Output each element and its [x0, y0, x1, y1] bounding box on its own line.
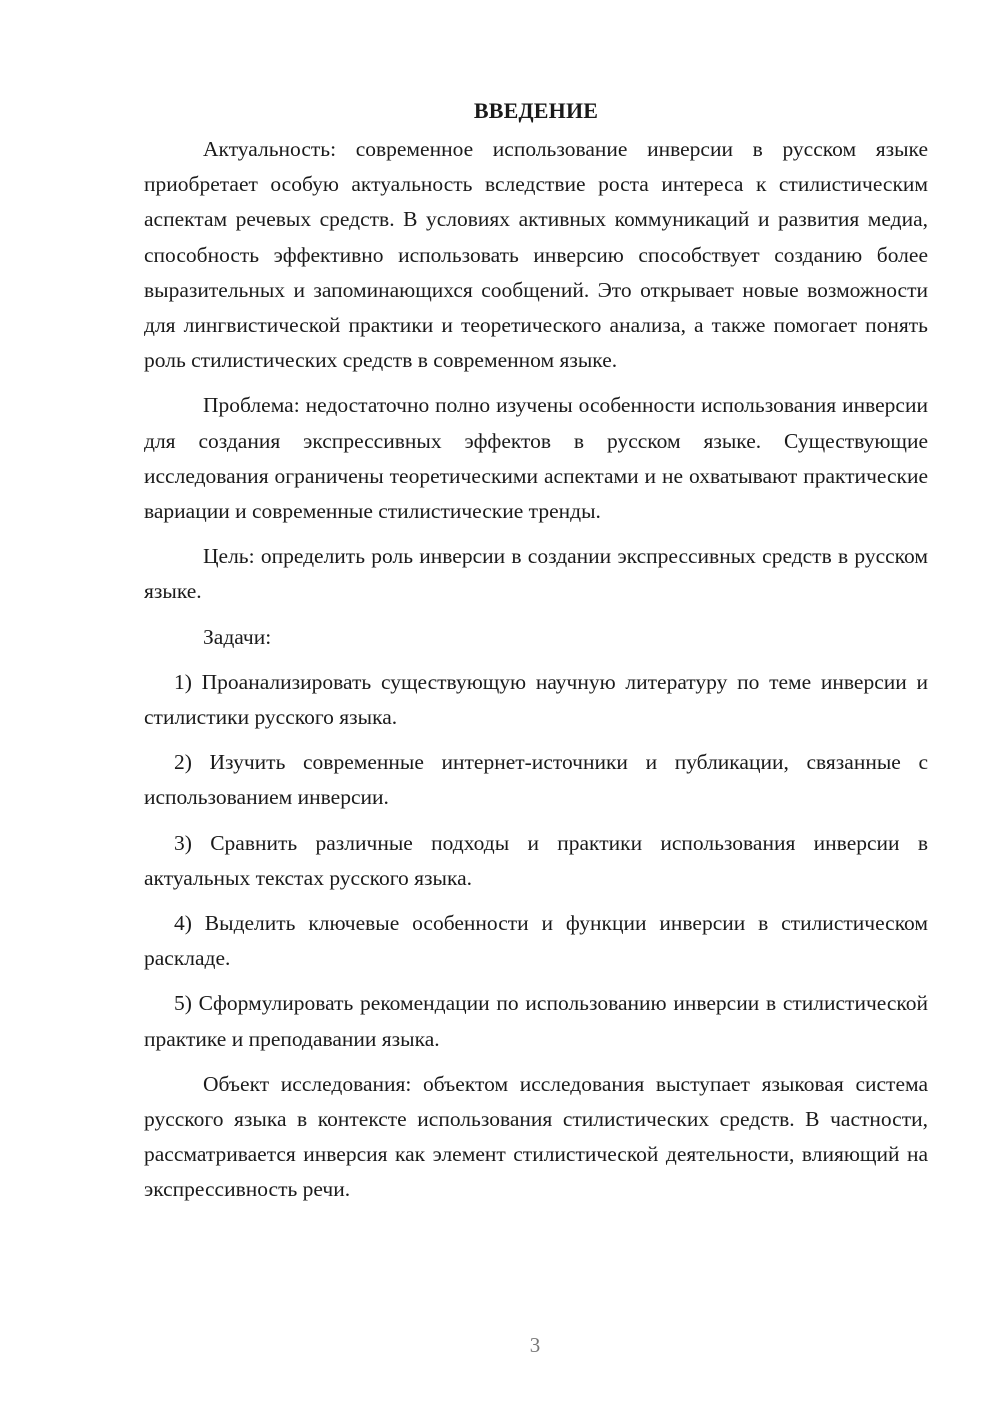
section-title: ВВЕДЕНИЕ — [473, 98, 599, 123]
tasks-heading: Задачи: — [203, 624, 272, 649]
paragraph-actuality: Актуальность: современное использование инверсии в русском языке приобретает особую актуальность вследствие роста интереса к стилистическим аспектам речевых средств. В условиях активных коммуникаций и развития медиа, способность эффективно использовать инверсию способствует созданию более выразительных и запоминающихся сообщений. Это открывает новые возможности для лингвистической практики и теоретического анализа, а также помогает понять роль стилистических средств в современном языке. — [144, 137, 928, 373]
paragraph-object: Объект исследования: объектом исследования выступает языковая система русского языка в контексте использования стилистических средств. В частности, рассматривается инверсия как элемент стилистической деятельности, влияющий на экспрессивность речи. — [144, 1071, 928, 1202]
task-item-1: 1) Проанализировать существующую научную литературу по теме инверсии и стилистики русского языка. — [144, 669, 928, 730]
task-item-3: 3) Сравнить различные подходы и практики использования инверсии в актуальных текстах русского языка. — [144, 830, 928, 890]
paragraph-problem: Проблема: недостаточно полно изучены особенности использования инверсии для создания экспрессивных эффектов в русском языке. Существующие исследования ограничены теоретическими аспектами и не охватывают практические вариации и современные стилистические тренды. — [144, 393, 928, 524]
page-number: 3 — [529, 1333, 541, 1357]
task-item-4: 4) Выделить ключевые особенности и функции инверсии в стилистическом раскладе. — [144, 911, 928, 971]
document-page — [144, 96, 928, 1218]
task-item-2: 2) Изучить современные интернет-источники и публикации, связанные с использованием инверсии. — [144, 750, 928, 810]
task-item-5: 5) Сформулировать рекомендации по использованию инверсии в стилистической практике и преподавании языка. — [144, 991, 928, 1051]
paragraph-goal: Цель: определить роль инверсии в создании экспрессивных средств в русском языке. — [144, 544, 928, 604]
